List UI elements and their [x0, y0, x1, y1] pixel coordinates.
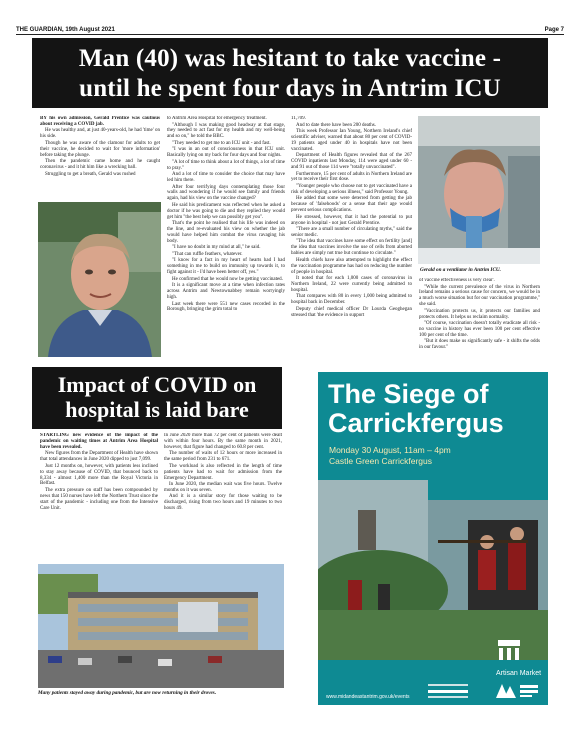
story1-paragraph: Furthermore, 15 per cent of adults in Northern Ireland are yet to receive their first dose. [291, 171, 412, 183]
story1-paragraph: Struggling to get a breath, Gerald was rushed [45, 171, 136, 177]
hospital-photo [38, 564, 284, 688]
story1-lead-paragraph: BY his own admission, Gerald Prentice was cautious about receiving a COVID jab. [40, 116, 160, 127]
advert-venue: Castle Green Carrickfergus [329, 456, 432, 466]
story1-paragraph: He stressed, however, that it had the potential to put anyone in hospital - not just Gerald Prentice. [291, 214, 412, 226]
story1-paragraph: After four terrifying days contemplating those four walls and wondering if he would see family and friends again, had his view on the vaccine changed? [167, 184, 285, 202]
story1-paragraph: That compares with 80 in every 1,000 being admitted to hospital back in December. [291, 294, 412, 306]
story1-paragraph: "Although I was making good headway at that stage, they needed to act fast for my health and my well-being and so on," he told the BBC. [167, 122, 285, 140]
hospital-image [38, 564, 284, 688]
story2-paragraph: And it is a similar story for those waiting to be discharged, rising from two hours and 19 minutes to two hours 49. [164, 494, 282, 512]
ventilator-photo-caption: Gerald on a ventilator in Antrim ICU. [420, 267, 501, 273]
story1-column-3 [291, 116, 412, 358]
story2-paragraph: The number of waits of 12 hours or more increased in the same period from 231 to 671. [164, 451, 282, 463]
story1-paragraph: He added that some were deterred from getting the jab because of 'falsehoods' or a sense that their age would prevent serious complications. [291, 196, 412, 214]
story1-paragraph: Deputy chief medical officer Dr Lourda Geoghegan stressed that 'the evidence in support [291, 306, 412, 318]
ventilator-photo [418, 116, 540, 264]
story2-paragraph: The workload is also reflected in the length of time patients have had to wait for admission from the Emergency Department. [164, 463, 282, 481]
story1-paragraph: It is a significant move at a time when infection rates across Antrim and Newtownabbey remain worryingly high. [167, 283, 285, 300]
story1-paragraph: And a lot of time to consider the choice that may have led him there. [167, 172, 285, 184]
masthead: THE GUARDIAN, 19th August 2021 [16, 27, 115, 33]
hospital-photo-caption: Many patients stayed away during pandemic, but are now returning in their droves. [38, 690, 217, 696]
story1-paragraph: He confirmed that he would now be getting vaccinated. [172, 276, 283, 282]
story2-paragraph: In June 2020 more than 72 per cent of patients were dealt with within four hours. By the same month in 2021, however, that figure had changed to 60.8 per cent. [164, 433, 282, 450]
story1-paragraph: 11,709. [291, 116, 306, 121]
story1-paragraph: "Vaccination protects us, it protects our families and protects others. It helps us reclaim normality. [419, 308, 540, 320]
artisan-market-label: Artisan Market [496, 670, 542, 677]
story1-paragraph: "The idea that vaccines have some effect on fertility [and] the idea that vaccines involve the use of cells from aborted babies are simply not true but continue to circulate." [291, 239, 412, 257]
story1-paragraph: He was healthy and, at just 40-years-old, he had 'time' on his side. [40, 128, 160, 140]
story1-paragraph: "I was in an out of consciousness in that ICU unit. Basically lying on my back for four days and four nights. [167, 147, 285, 159]
council-logo-icon [494, 680, 540, 700]
advert-date: Monday 30 August, 11am – 4pm [329, 445, 451, 455]
story1-paragraph: "Younger people who choose not to get vaccinated have a risk of developing a serious illness," said Professor Young. [291, 183, 412, 195]
story2-column-1 [40, 433, 158, 561]
gerald-portrait-photo [38, 202, 161, 357]
story1-column-1 [40, 116, 160, 202]
story2-headline [32, 367, 282, 429]
story1-column-4 [419, 278, 540, 360]
story1-paragraph: "Of course, vaccination doesn't totally eradicate all risk - no vaccine in history has ever been 100 per cent effective 100 per cent of the time. [419, 321, 540, 338]
story1-paragraph: Then the pandemic came home and he caught coronavirus - and it hit him like a wrecking ball. [40, 159, 160, 171]
story1-paragraph: "That can ruffle feathers, whatever. [172, 251, 243, 257]
story1-paragraph: This week Professor Ian Young, Northern Ireland's chief scientific adviser, warned that about 80 per cent of COVID-19 patients aged under 40 in hospitals have not been vaccinated. [291, 129, 412, 152]
artisan-market-icon [494, 634, 524, 664]
story1-paragraph: to Antrim Area Hospital for emergency treatment. [167, 116, 267, 121]
story2-headline-line1: Impact of COVID on [57, 372, 257, 397]
advert-title-line2: Carrickfergus [328, 408, 504, 438]
story1-paragraph: "While the current prevalence of the virus in Northern Ireland remains a serious cause for concern, we would be in a much worse situation but for our vaccination programme," she said. [419, 284, 540, 308]
story1-paragraph: He said his predicament was reflected when he asked a doctor if he was going to die and they replied they would get him "the best help we can possibly get you". [167, 202, 285, 220]
advert-url[interactable]: www.midandeastantrim.gov.uk/events [326, 694, 410, 700]
story1-paragraph: Last week there were 551 new cases recorded in the Borough, bringing the grim total to [167, 301, 285, 313]
story1-paragraph: "I have no doubt in my mind at all," he said. [172, 245, 261, 251]
story1-column-2 [167, 116, 285, 358]
advert-details [329, 445, 451, 467]
story2-paragraph: In June 2020, the median wait was five hours. Twelve months on it was seven. [164, 482, 282, 493]
story1-paragraph: "I know for a fact in my heart of hearts had I had something in me to build on immunity up towards it, to fight against it - I'd have been better off, yes." [167, 258, 285, 276]
centennial-logo-icon [428, 682, 468, 700]
header-rule [16, 34, 564, 35]
advert-title-line1: The Siege of [328, 379, 489, 409]
story2-paragraph: Just 12 months on, however, with patients less inclined to stay away because of COVID, that bounced back to 8,334 - almost 1,400 more than the Royal Victoria in Belfast. [40, 463, 158, 487]
story1-paragraph: "A lot of time to think about a lot of things, a lot of time to pray." [167, 159, 285, 171]
ventilator-image [418, 116, 540, 264]
story1-headline-line1: Man (40) was hesitant to take vaccine - [78, 45, 502, 72]
story1-paragraph: That's the point he realised that his life was indeed on the line, and re-evaluated his view on whether the jab would have helped him combat the virus ravaging his body. [167, 221, 285, 244]
siege-advert[interactable] [318, 372, 548, 705]
story1-paragraph: Department of Health figures revealed that of the 267 COVID inpatients last Monday, 114 were aged under 60 - and 91 out of those 114 were "totally unvaccinated". [291, 153, 412, 171]
gerald-portrait-image [38, 202, 161, 357]
page-number: Page 7 [544, 27, 564, 33]
story2-paragraph: The extra pressure on staff has been compounded by news that 150 nurses have left the Northern Trust since the start of the pandemic - including one from the Intensive Care Unit. [40, 487, 158, 511]
story2-headline-line2: hospital is laid bare [65, 397, 249, 422]
story1-headline-line2: until he spent four days in Antrim ICU [79, 75, 501, 102]
story1-paragraph: And to date there have been 200 deaths. [296, 122, 376, 128]
advert-reenactment-image [318, 480, 548, 660]
advert-title [328, 380, 504, 438]
story1-paragraph: Health chiefs have also attempted to highlight the effect the vaccination programme has had on reducing the number of people in hospital. [291, 257, 412, 275]
story2-lead-paragraph: STARTLING new evidence of the impact of the pandemic on waiting times at Antrim Area Hospital have been revealed. [40, 433, 158, 450]
story1-paragraph: of vaccine effectiveness is very clear'. [419, 278, 495, 283]
story1-headline [32, 38, 548, 108]
story1-paragraph: "There are a small number of circulating myths," said the senior medic. [291, 227, 412, 238]
story1-paragraph: It noted that for each 1,000 cases of coronavirus in Northern Ireland, 22 were currently being admitted to hospital. [291, 276, 412, 293]
story2-paragraph: New figures from the Department of Health have shown that total attendances in June 2020 dipped to just 7,099. [40, 451, 158, 463]
story1-paragraph: "They needed to get me to an ICU unit - and fast. [172, 140, 271, 146]
story2-column-2 [164, 433, 282, 561]
story1-paragraph: Though he was aware of the clamour for adults to get their vaccine, he decided to wait for 'more information' before taking the plunge. [40, 140, 160, 158]
story1-paragraph: "But it does make us significantly safe - it shifts the odds in our favour." [419, 339, 540, 351]
